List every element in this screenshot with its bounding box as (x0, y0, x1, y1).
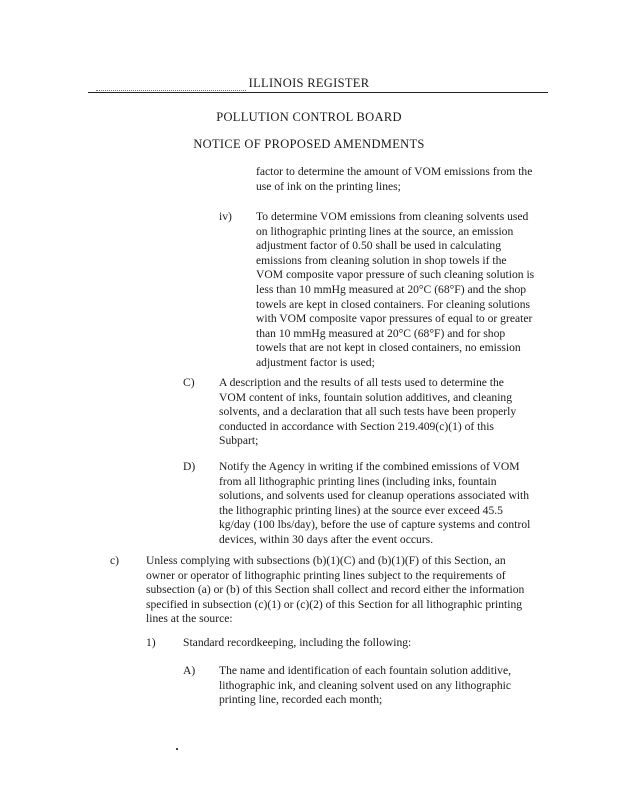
text-line: adjustment factor of 0.50 shall be used in calculating (256, 239, 502, 253)
header-rule (88, 92, 548, 93)
notice-title: NOTICE OF PROPOSED AMENDMENTS (193, 137, 425, 151)
item-label-iv: iv) (219, 210, 232, 223)
text-line: VOM content of inks, fountain solution additives, and cleaning (219, 390, 513, 404)
text-line: lithographic ink, and cleaning solvent used on any lithographic (219, 678, 512, 692)
text-line: solutions, and solvents used for cleanup operations associated with (219, 489, 530, 503)
text-line: on lithographic printing lines at the source, an emission (256, 224, 514, 238)
text-line: To determine VOM emissions from cleaning solvents used (256, 210, 529, 223)
text-line: emissions from cleaning solution in shop towels if the (256, 253, 507, 267)
item-A-text (219, 664, 559, 708)
text-line: solvents, and a declaration that all such tests have been properly (219, 405, 517, 419)
text-line: specified in subsection (c)(1) or (c)(2) of this Section for all lithographic printing (146, 597, 523, 611)
text-line: towels are kept in closed containers. For cleaning solutions (256, 297, 530, 311)
scan-speck (176, 748, 178, 750)
text-line: devices, within 30 days after the event occurs. (219, 532, 434, 546)
text-line: the lithographic printing lines) at the source ever exceed 45.5 (219, 503, 503, 517)
text-line: Subpart; (219, 434, 259, 448)
text-line: towels that are not kept in closed containers, no emission (256, 341, 521, 355)
board-name: POLLUTION CONTROL BOARD (216, 110, 402, 124)
item-1-text (183, 636, 563, 651)
text-line: Unless complying with subsections (b)(1)(C) and (b)(1)(F) of this Section, an (146, 554, 506, 567)
item-label-D: D) (183, 460, 196, 473)
text-line: kg/day (100 lbs/day), before the use of capture systems and control (219, 518, 531, 532)
item-D-text (219, 460, 559, 548)
text-line: from all lithographic printing lines (including inks, fountain (219, 474, 497, 488)
text-line: owner or operator of lithographic printing lines subject to the requirements of (146, 568, 506, 582)
text-line: use of ink on the printing lines; (256, 179, 401, 193)
register-title: ILLINOIS REGISTER (248, 76, 370, 90)
text-line: Standard recordkeeping, including the following: (183, 636, 412, 649)
item-iv-text (256, 210, 556, 371)
text-line: printing line, recorded each month; (219, 693, 383, 707)
text-line: less than 10 mmHg measured at 20°C (68°F) and the shop (256, 282, 527, 296)
text-line: factor to determine the amount of VOM emissions from the (256, 165, 533, 178)
item-C-text (219, 376, 559, 449)
text-line: Notify the Agency in writing if the combined emissions of VOM (219, 460, 520, 473)
item-c-text (146, 554, 566, 627)
item-label-A: A) (183, 664, 196, 677)
text-line: subsection (a) or (b) of this Section shall collect and record either the information (146, 583, 525, 597)
text-line: lines at the source: (146, 612, 233, 626)
text-line: than 10 mmHg measured at 20°C (68°F) and for shop (256, 326, 506, 340)
item-label-C: C) (183, 376, 195, 389)
text-line: adjustment factor is used; (256, 355, 375, 369)
text-line: The name and identification of each fountain solution additive, (219, 664, 512, 677)
text-line: VOM composite vapor pressure of such cleaning solution is (256, 268, 535, 282)
text-line: conducted in accordance with Section 219.409(c)(1) of this (219, 419, 494, 433)
continuation-text (256, 165, 556, 194)
text-line: A description and the results of all tests used to determine the (219, 376, 504, 389)
text-line: with VOM composite vapor pressures of equal to or greater (256, 312, 533, 326)
item-label-1: 1) (146, 636, 156, 649)
item-label-c: c) (110, 554, 120, 567)
